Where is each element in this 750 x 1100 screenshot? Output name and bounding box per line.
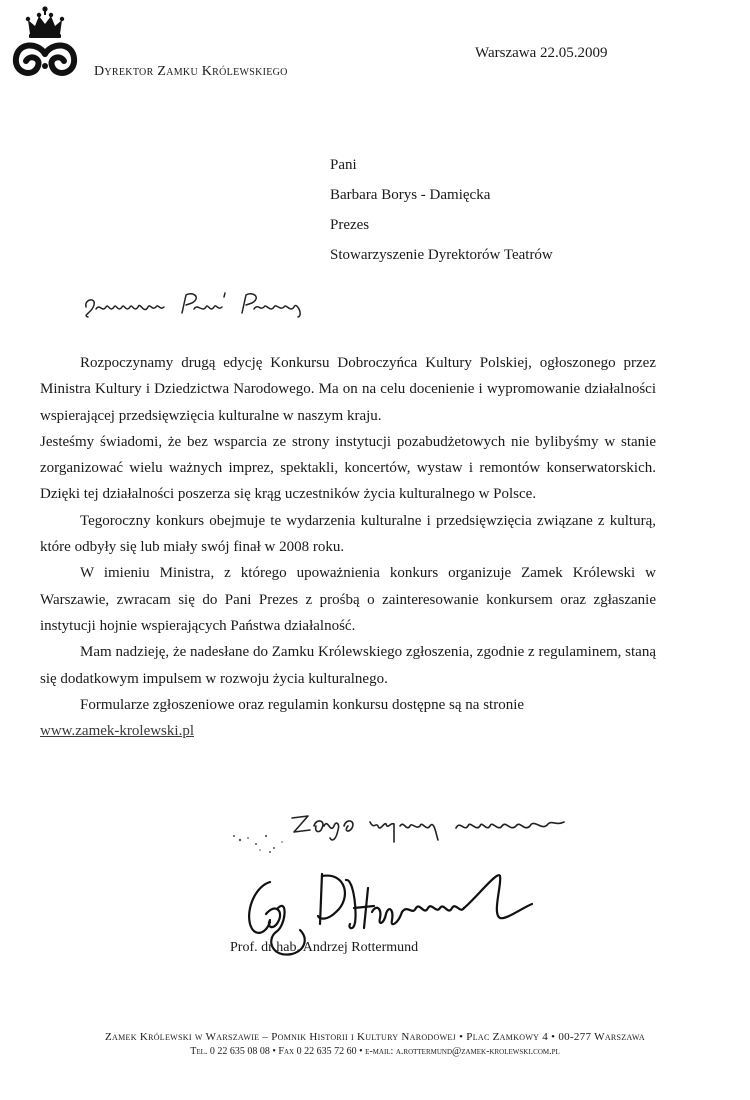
ink-specks <box>226 822 296 862</box>
body-paragraph: Rozpoczynamy drugą edycję Konkursu Dobroczyńca Kultury Polskiej, ogłoszonego przez Ministra Kultury i Dziedzictwa Narodowego. Ma on na celu docenienie i wypromowanie działalności wspierającej przedsięwzięcia kulturalne w naszym kraju. <box>40 355 656 424</box>
footer-address: Zamek Królewski w Warszawie – Pomnik Historii i Kultury Narodowej • Plac Zamkowy 4 • 00-277 Warszawa <box>105 1031 645 1043</box>
letter-body <box>40 350 656 744</box>
letter-date: Warszawa 22.05.2009 <box>475 45 608 61</box>
recipient-organization: Stowarzyszenie Dyrektorów Teatrów <box>330 247 553 263</box>
crown-monogram-icon <box>8 4 82 86</box>
body-paragraph: W imieniu Ministra, z którego upoważnienia konkurs organizuje Zamek Królewski w Warszawie, zwracam się do Pani Prezes z prośbą o zainteresowanie konkursem oraz zgłaszanie instytucji hojnie wspierających Państwa działalność. <box>40 565 656 634</box>
recipient-title: Prezes <box>330 217 370 233</box>
body-paragraph: Jesteśmy świadomi, że bez wsparcia ze strony instytucji pozabudżetowych nie bylibyśmy w stanie zorganizować wielu ważnych imprez, spektakli, koncertów, wystaw i remontów konserwatorskich. Dzięki tej działalności poszerza się krąg uczestników życia kulturalnego w Polsce. <box>40 433 656 503</box>
body-paragraph: Mam nadzieję, że nadesłane do Zamku Królewskiego zgłoszenia, zgodnie z regulaminem, staną się dodatkowym impulsem w rozwoju życia kulturalnego. <box>40 644 656 687</box>
handwritten-closing <box>286 806 586 846</box>
recipient-line: Pani <box>330 157 357 173</box>
handwritten-salutation <box>82 285 322 325</box>
footer-contact: Tel. 0 22 635 08 08 • Fax 0 22 635 72 60 • e-mail: a.rottermund@zamek-krolewski.com.pl <box>190 1046 560 1057</box>
body-paragraph: Tegoroczny konkurs obejmuje te wydarzenia kulturalne i przedsięwzięcia związane z kulturą, które odbyły się lub miały swój finał w 2008 roku. <box>40 512 656 556</box>
signer-name: Prof. dr hab. Andrzej Rottermund <box>230 940 419 955</box>
recipient-address <box>330 150 553 270</box>
recipient-name: Barbara Borys - Damięcka <box>330 187 491 203</box>
website-link[interactable]: www.zamek-krolewski.pl <box>40 723 194 740</box>
letterhead-department: Dyrektor Zamku Królewskiego <box>94 64 288 79</box>
body-paragraph: Formularze zgłoszeniowe oraz regulamin konkursu dostępne są na stronie <box>80 696 525 713</box>
